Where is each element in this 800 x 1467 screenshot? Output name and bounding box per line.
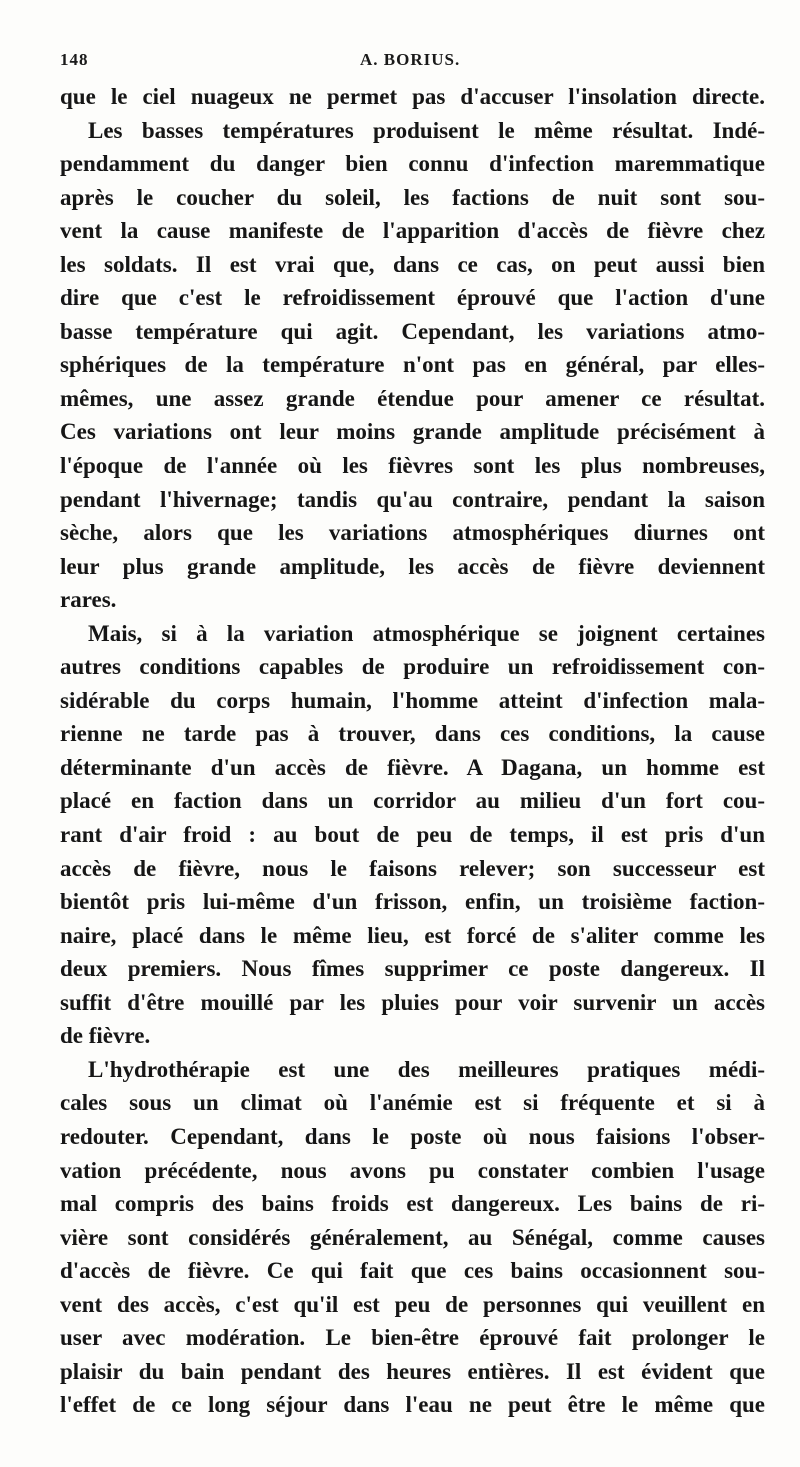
text-line: placé en faction dans un corridor au milieu d'un fort cou- (60, 788, 765, 814)
text-line: leur plus grande amplitude, les accès de fièvre deviennent (60, 553, 765, 579)
text-line: rares. (60, 587, 117, 613)
text-line: naire, placé dans le même lieu, est forcé de s'aliter comme les (60, 922, 765, 948)
text-line: déterminante d'un accès de fièvre. A Dagana, un homme est (60, 754, 765, 780)
text-line: après le coucher du soleil, les factions de nuit sont sou- (60, 184, 765, 210)
text-line: mal compris des bains froids est dangereux. Les bains de ri- (60, 1191, 765, 1217)
text-line: autres conditions capables de produire un refroidissement con- (60, 654, 765, 680)
text-line: sphériques de la température n'ont pas en général, par elles- (60, 352, 765, 378)
text-line: Les basses températures produisent le même résultat. Indé- (88, 117, 765, 143)
text-line: suffit d'être mouillé par les pluies pour voir survenir un accès (60, 989, 765, 1015)
running-head (60, 50, 768, 80)
text-line: dire que c'est le refroidissement éprouvé que l'action d'une (60, 285, 765, 311)
running-title: A. BORIUS. (360, 50, 461, 69)
text-line: cales sous un climat où l'anémie est si fréquente et si à (60, 1090, 765, 1116)
text-line: accès de fièvre, nous le faisons relever; son successeur est (60, 855, 765, 881)
text-line: vière sont considérés généralement, au Sénégal, comme causes (60, 1224, 765, 1250)
text-line: L'hydrothérapie est une des meilleures pratiques médi- (88, 1056, 765, 1082)
text-line: l'époque de l'année où les fièvres sont les plus nombreuses, (60, 453, 765, 479)
text-line: pendant l'hivernage; tandis qu'au contraire, pendant la saison (60, 486, 765, 512)
text-line: redouter. Cependant, dans le poste où nous faisions l'obser- (60, 1123, 765, 1149)
text-line: Ces variations ont leur moins grande amplitude précisément à (60, 419, 765, 445)
body-text (60, 80, 765, 1422)
text-line: user avec modération. Le bien-être éprouvé fait prolonger le (60, 1325, 765, 1351)
text-line: sidérable du corps humain, l'homme atteint d'infection mala- (60, 687, 765, 713)
text-line: basse température qui agit. Cependant, les variations atmo- (60, 318, 765, 344)
page-number: 148 (60, 50, 89, 69)
text-line: bientôt pris lui-même d'un frisson, enfin, un troisième faction- (60, 889, 765, 915)
text-line: Mais, si à la variation atmosphérique se joignent certaines (88, 620, 765, 646)
text-line: sèche, alors que les variations atmosphériques diurnes ont (60, 520, 765, 546)
text-line: rant d'air froid : au bout de peu de temps, il est pris d'un (60, 822, 765, 848)
text-line: l'effet de ce long séjour dans l'eau ne peut être le même que (60, 1392, 765, 1418)
text-line: vent des accès, c'est qu'il est peu de personnes qui veuillent en (60, 1291, 765, 1317)
text-line: mêmes, une assez grande étendue pour amener ce résultat. (60, 385, 765, 411)
text-line: d'accès de fièvre. Ce qui fait que ces bains occasionnent sou- (60, 1258, 765, 1284)
text-line: vation précédente, nous avons pu constater combien l'usage (60, 1157, 765, 1183)
text-line: de fièvre. (60, 1023, 151, 1049)
text-line: les soldats. Il est vrai que, dans ce cas, on peut aussi bien (60, 251, 765, 277)
text-line: que le ciel nuageux ne permet pas d'accuser l'insolation directe. (60, 84, 765, 109)
text-line: rienne ne tarde pas à trouver, dans ces conditions, la cause (60, 721, 765, 747)
text-line: plaisir du bain pendant des heures entières. Il est évident que (60, 1358, 765, 1384)
text-line: vent la cause manifeste de l'apparition d'accès de fièvre chez (60, 218, 765, 244)
text-line: deux premiers. Nous fîmes supprimer ce poste dangereux. Il (60, 956, 765, 982)
text-line: pendamment du danger bien connu d'infection maremmatique (60, 151, 765, 177)
